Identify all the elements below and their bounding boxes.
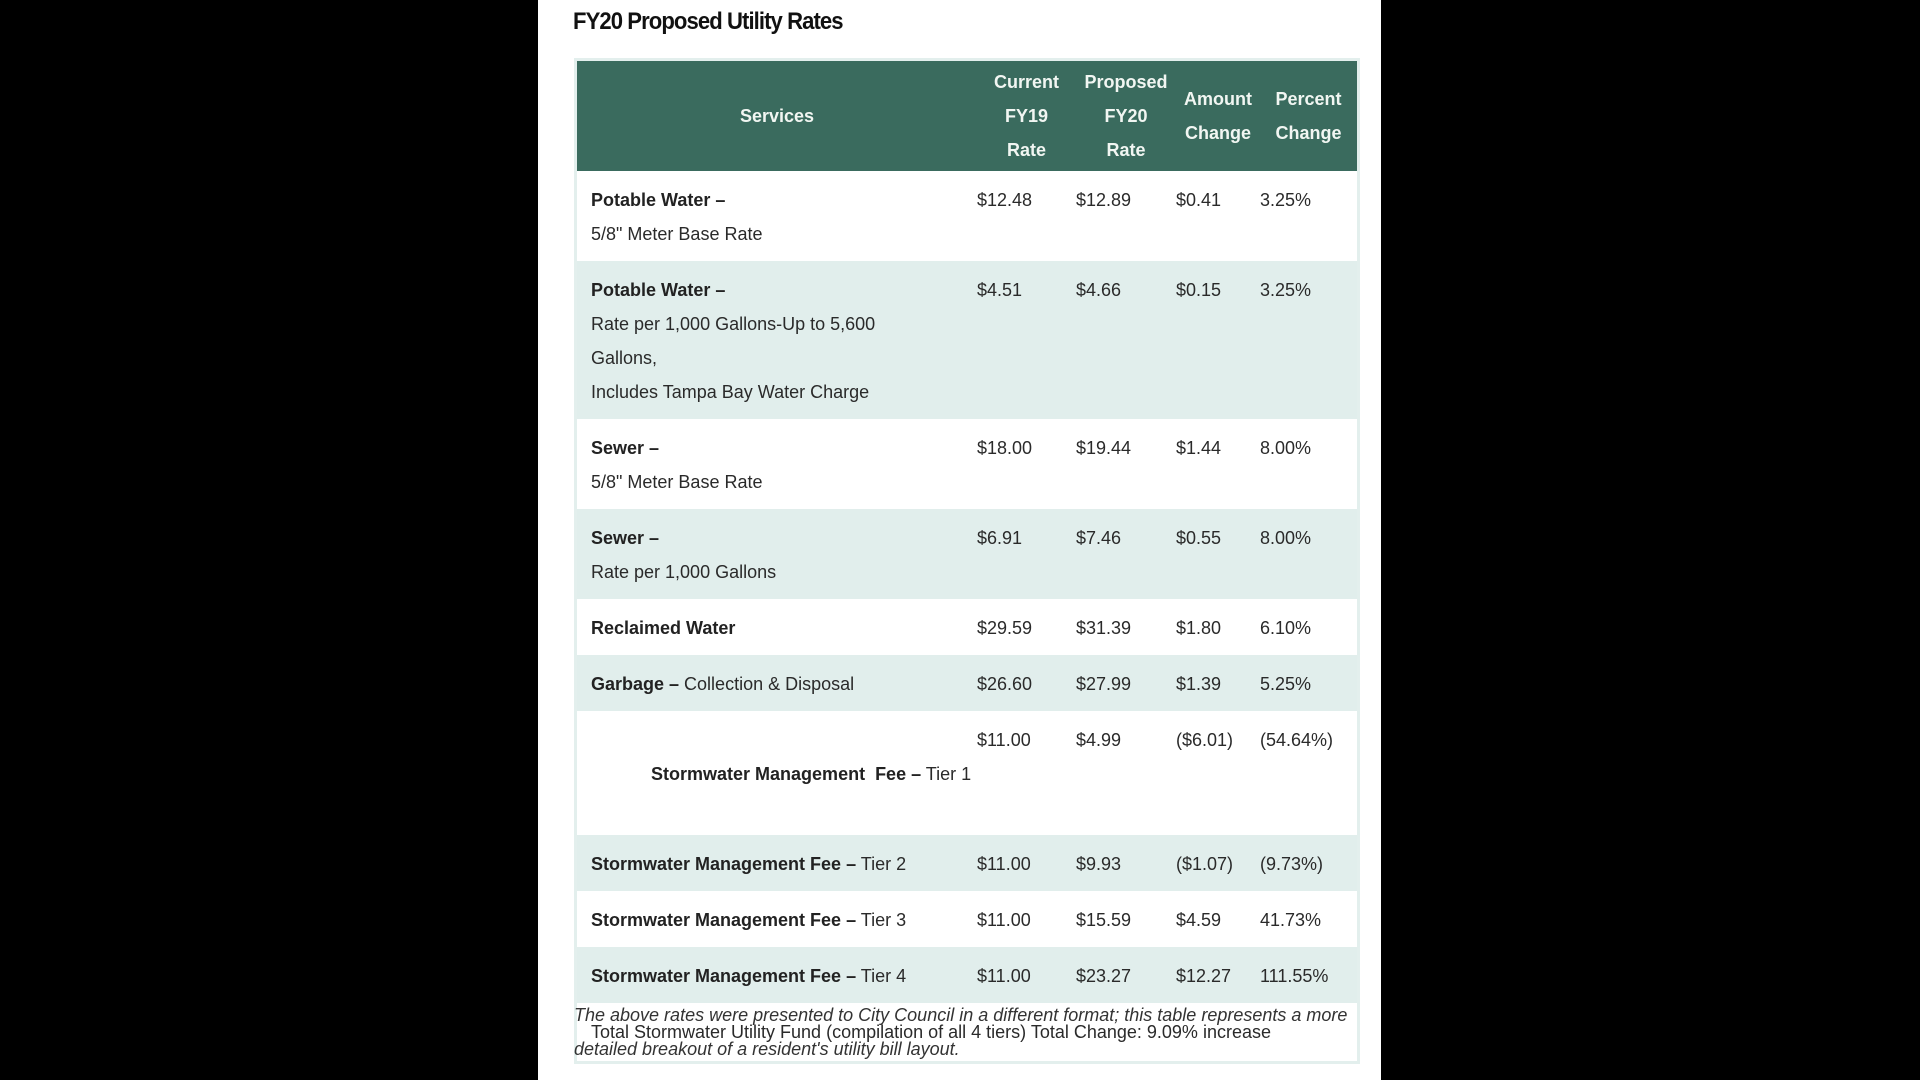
- service-detail: Rate per 1,000 Gallons: [591, 562, 777, 582]
- percent-change: 3.25%: [1260, 261, 1357, 419]
- table-row: [577, 261, 1357, 419]
- table-row: [577, 171, 1357, 261]
- service-detail: 5/8" Meter Base Rate: [591, 472, 763, 492]
- service-detail: Tier 1: [921, 764, 972, 784]
- proposed-rate: $23.27: [1076, 947, 1176, 1003]
- service-cell: [577, 655, 977, 711]
- service-detail: Includes Tampa Bay Water Charge: [591, 382, 870, 402]
- header-percent-change: [1260, 61, 1357, 171]
- amount-change: $0.55: [1176, 509, 1260, 599]
- page-title: FY20 Proposed Utility Rates: [573, 8, 843, 35]
- service-cell: [577, 419, 977, 509]
- amount-change: ($6.01): [1176, 711, 1260, 835]
- service-cell: [577, 509, 977, 599]
- current-rate: $29.59: [977, 599, 1076, 655]
- header-line: FY20: [1104, 106, 1148, 126]
- service-detail: Gallons,: [591, 348, 658, 368]
- table-row: [577, 419, 1357, 509]
- header-line: Rate: [1006, 140, 1046, 160]
- proposed-rate: $27.99: [1076, 655, 1176, 711]
- percent-change: 111.55%: [1260, 947, 1357, 1003]
- header-services: [577, 61, 977, 171]
- header-line: Rate: [1106, 140, 1146, 160]
- current-rate: $11.00: [977, 711, 1076, 835]
- proposed-rate: $19.44: [1076, 419, 1176, 509]
- table-row: [577, 891, 1357, 947]
- table-row: [577, 655, 1357, 711]
- service-cell: [577, 171, 977, 261]
- amount-change: $1.80: [1176, 599, 1260, 655]
- percent-change: 8.00%: [1260, 509, 1357, 599]
- current-rate: $11.00: [977, 835, 1076, 891]
- current-rate: $26.60: [977, 655, 1076, 711]
- service-name: Potable Water –: [591, 280, 726, 300]
- content-panel: [538, 0, 1381, 1080]
- current-rate: $12.48: [977, 171, 1076, 261]
- service-name: Garbage –: [591, 674, 680, 694]
- total-stormwater-summary: Total Stormwater Utility Fund (compilation of all 4 tiers) Total Change: 9.09% increase: [577, 1003, 1357, 1061]
- amount-change: $12.27: [1176, 947, 1260, 1003]
- percent-change: (9.73%): [1260, 835, 1357, 891]
- header-line: FY19: [1004, 106, 1049, 126]
- percent-change: (54.64%): [1260, 711, 1357, 835]
- current-rate: $4.51: [977, 261, 1076, 419]
- amount-change: $0.41: [1176, 171, 1260, 261]
- service-detail: Tier 4: [856, 966, 907, 986]
- service-cell: [577, 891, 977, 947]
- amount-change: $0.15: [1176, 261, 1260, 419]
- header-amount-change: [1176, 61, 1260, 171]
- service-detail: 5/8" Meter Base Rate: [591, 224, 763, 244]
- proposed-rate: $15.59: [1076, 891, 1176, 947]
- service-cell: [577, 835, 977, 891]
- service-cell: [577, 947, 977, 1003]
- header-line: Change: [1275, 123, 1342, 143]
- header-services-label: Services: [739, 106, 815, 126]
- table-row: [577, 509, 1357, 599]
- current-rate: $11.00: [977, 947, 1076, 1003]
- percent-change: 3.25%: [1260, 171, 1357, 261]
- amount-change: ($1.07): [1176, 835, 1260, 891]
- amount-change: $1.39: [1176, 655, 1260, 711]
- header-line: Proposed: [1084, 72, 1168, 92]
- service-name: Stormwater Management Fee –: [591, 854, 857, 874]
- header-line: Change: [1184, 123, 1251, 143]
- proposed-rate: $7.46: [1076, 509, 1176, 599]
- service-detail: Tier 3: [856, 910, 907, 930]
- percent-change: 41.73%: [1260, 891, 1357, 947]
- utility-rates-table: [574, 58, 1360, 1064]
- table-row: [577, 599, 1357, 655]
- header-current-rate: [977, 61, 1076, 171]
- service-name: Stormwater Management Fee –: [591, 910, 857, 930]
- table-row: [577, 835, 1357, 891]
- service-detail: Collection & Disposal: [679, 674, 855, 694]
- service-cell: [577, 261, 977, 419]
- table-header-row: [577, 61, 1357, 171]
- table-row: [577, 947, 1357, 1003]
- percent-change: 8.00%: [1260, 419, 1357, 509]
- service-cell: [577, 599, 977, 655]
- amount-change: $1.44: [1176, 419, 1260, 509]
- header-line: Current: [993, 72, 1059, 92]
- service-name: Sewer –: [591, 438, 660, 458]
- percent-change: 6.10%: [1260, 599, 1357, 655]
- header-proposed-rate: [1076, 61, 1176, 171]
- current-rate: $11.00: [977, 891, 1076, 947]
- service-cell: [577, 711, 977, 835]
- service-name: Stormwater Management Fee –: [651, 764, 922, 784]
- service-name: Reclaimed Water: [591, 618, 736, 638]
- footnote: The above rates were presented to City Council in a different format; this table represents a more detailed breakout of a resident's utility bill layout.: [574, 1005, 1348, 1059]
- service-name: Potable Water –: [591, 190, 726, 210]
- service-detail: Rate per 1,000 Gallons-Up to 5,600: [591, 314, 876, 334]
- proposed-rate: $12.89: [1076, 171, 1176, 261]
- service-name: Stormwater Management Fee –: [591, 966, 857, 986]
- proposed-rate: $4.99: [1076, 711, 1176, 835]
- service-detail: Tier 2: [856, 854, 907, 874]
- current-rate: $18.00: [977, 419, 1076, 509]
- header-line: Percent: [1275, 89, 1342, 109]
- header-line: Amount: [1184, 89, 1252, 109]
- proposed-rate: $31.39: [1076, 599, 1176, 655]
- proposed-rate: $9.93: [1076, 835, 1176, 891]
- percent-change: 5.25%: [1260, 655, 1357, 711]
- proposed-rate: $4.66: [1076, 261, 1176, 419]
- amount-change: $4.59: [1176, 891, 1260, 947]
- current-rate: $6.91: [977, 509, 1076, 599]
- table-row: [577, 711, 1357, 835]
- service-name: Sewer –: [591, 528, 660, 548]
